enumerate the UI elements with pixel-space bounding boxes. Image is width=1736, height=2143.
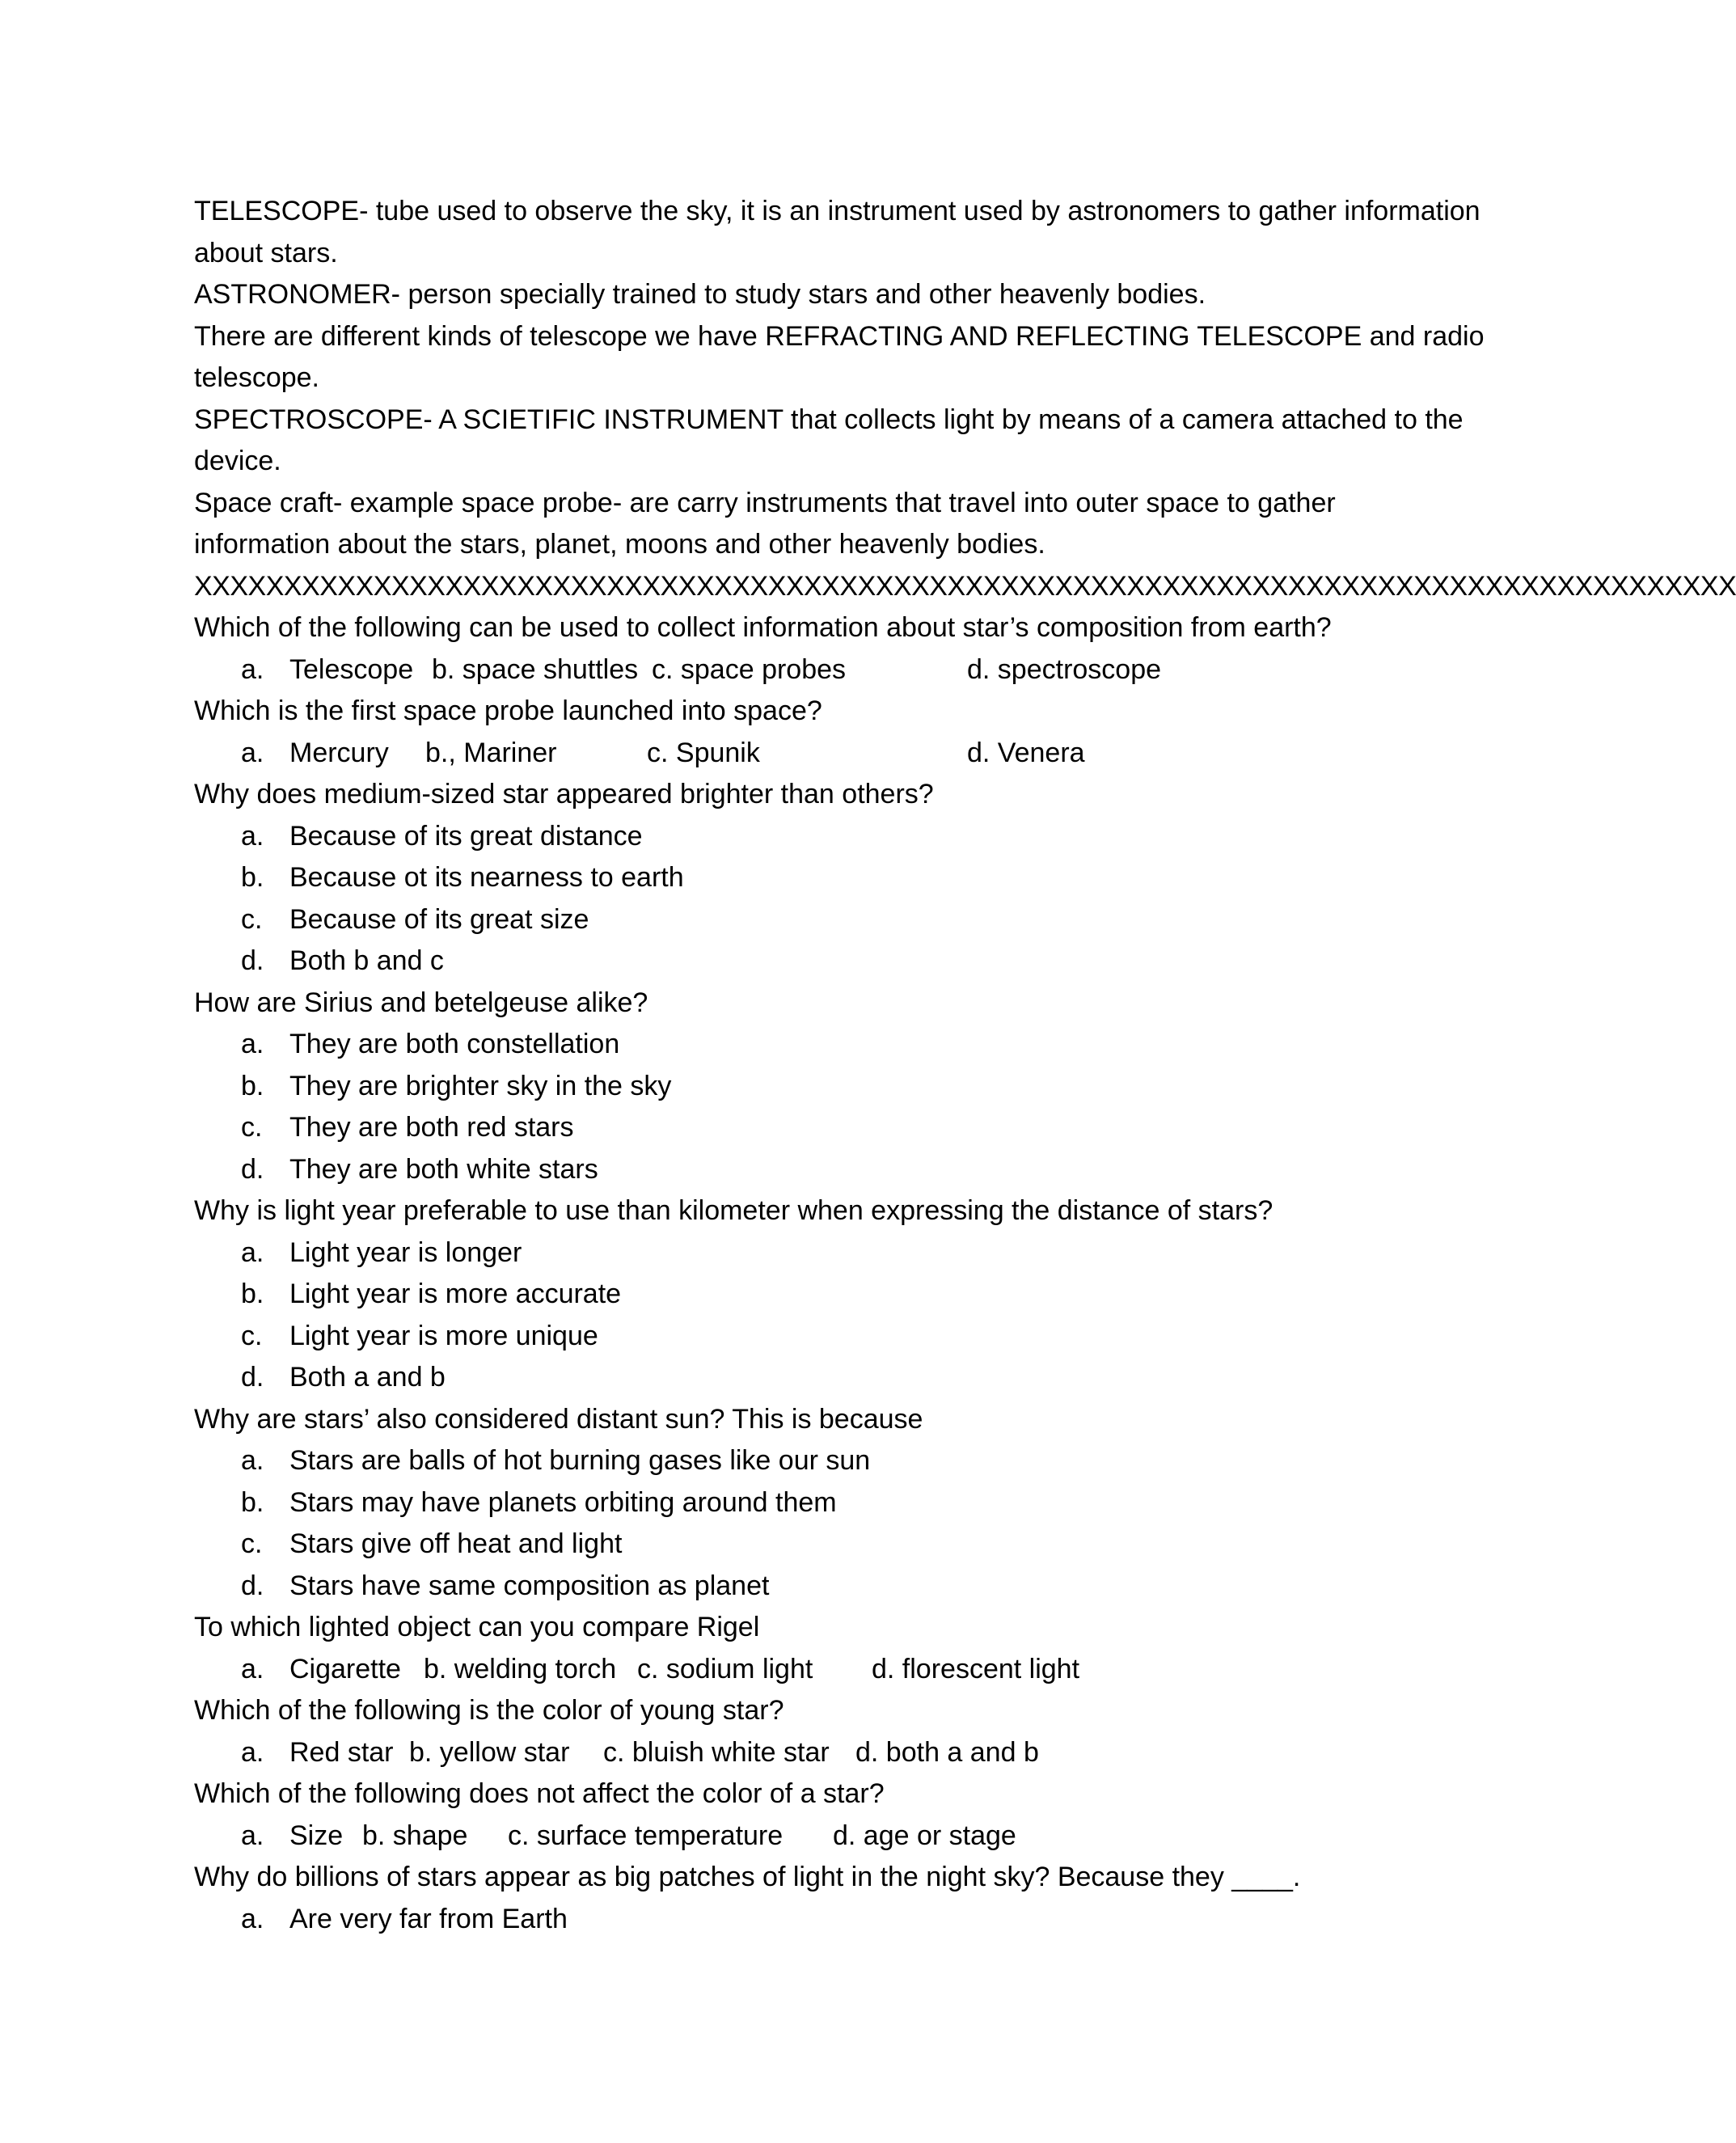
- option-a: Red star: [289, 1736, 394, 1768]
- question-4: How are Sirius and betelgeuse alike?: [194, 987, 648, 1018]
- option-a: Mercury: [289, 737, 389, 768]
- intro-line: ASTRONOMER- person specially trained to study stars and other heavenly bodies.: [194, 279, 1206, 310]
- option-letter: d.: [241, 945, 264, 976]
- question-7-options: [194, 1649, 1472, 1691]
- option-a: Telescope: [289, 653, 414, 685]
- option-c: c. surface temperature: [508, 1820, 784, 1851]
- option-letter: b.: [241, 1070, 264, 1101]
- question-9: Which of the following does not affect the color of a star?: [194, 1778, 885, 1809]
- option-letter: a.: [241, 737, 264, 768]
- option-letter: a.: [241, 653, 264, 685]
- option-letter: b.: [241, 862, 264, 893]
- intro-line: Space craft- example space probe- are carry instruments that travel into outer space to gather: [194, 487, 1336, 518]
- document-page: [194, 191, 1736, 1940]
- option-letter: c.: [241, 1528, 263, 1559]
- option-row: [194, 940, 1472, 983]
- question-9-options: [194, 1815, 1472, 1858]
- option-text: They are both red stars: [289, 1112, 574, 1143]
- question-10: Why do billions of stars appear as big patches of light in the night sky? Because they ____.: [194, 1862, 1301, 1892]
- option-c: c. bluish white star: [603, 1736, 830, 1768]
- option-row: [194, 1899, 1472, 1941]
- option-text: They are both constellation: [289, 1029, 620, 1059]
- option-text: Both a and b: [289, 1362, 446, 1393]
- option-text: Because of its great size: [289, 903, 589, 935]
- option-text: They are both white stars: [289, 1153, 598, 1185]
- option-letter: c.: [241, 1320, 263, 1351]
- option-letter: a.: [241, 1736, 264, 1768]
- option-letter: a.: [241, 1903, 264, 1934]
- option-text: Both b and c: [289, 945, 444, 976]
- question-7: To which lighted object can you compare Rigel: [194, 1612, 760, 1642]
- question-6: Why are stars’ also considered distant sun? This is because: [194, 1403, 923, 1435]
- intro-line: TELESCOPE- tube used to observe the sky, it is an instrument used by astronomers to gather information: [194, 196, 1480, 226]
- option-text: Stars have same composition as planet: [289, 1570, 770, 1601]
- option-row: [194, 899, 1472, 941]
- option-row: [194, 1440, 1472, 1482]
- option-text: Light year is more unique: [289, 1320, 598, 1351]
- question-5: Why is light year preferable to use than kilometer when expressing the distance of stars?: [194, 1195, 1273, 1226]
- question-3: Why does medium-sized star appeared brighter than others?: [194, 779, 934, 809]
- option-text: They are brighter sky in the sky: [289, 1070, 672, 1101]
- option-row: [194, 1316, 1472, 1358]
- option-d: d. spectroscope: [967, 653, 1162, 685]
- option-text: Stars give off heat and light: [289, 1528, 623, 1559]
- option-b: b., Mariner: [425, 737, 557, 768]
- option-letter: b.: [241, 1486, 264, 1518]
- option-row: [194, 1357, 1472, 1399]
- intro-line: about stars.: [194, 237, 338, 268]
- intro-line: device.: [194, 446, 281, 476]
- intro-line: There are different kinds of telescope we have REFRACTING AND REFLECTING TELESCOPE and radio: [194, 320, 1485, 352]
- option-row: [194, 1482, 1472, 1524]
- option-b: b. space shuttles: [432, 653, 639, 685]
- option-d: d. florescent light: [872, 1653, 1080, 1684]
- intro-line: telescope.: [194, 362, 319, 393]
- option-text: Are very far from Earth: [289, 1903, 568, 1934]
- option-letter: b.: [241, 1279, 264, 1309]
- option-text: Stars may have planets orbiting around them: [289, 1486, 837, 1518]
- option-letter: d.: [241, 1153, 264, 1185]
- option-b: b. shape: [362, 1820, 468, 1851]
- option-c: c. space probes: [652, 653, 847, 685]
- option-a: Cigarette: [289, 1653, 401, 1684]
- option-text: Because ot its nearness to earth: [289, 862, 684, 893]
- option-row: [194, 816, 1472, 858]
- separator-line: XXXXXXXXXXXXXXXXXXXXXXXXXXXXXXXXXXXXXXXXXXXXXXXXXXXXXXXXXXXXXXXXXXXXXXXXXXXXXXXXXXXXXX: [194, 570, 1736, 602]
- option-letter: c.: [241, 903, 263, 935]
- option-b: b. yellow star: [409, 1736, 570, 1768]
- option-row: [194, 1566, 1472, 1608]
- option-row: [194, 1274, 1472, 1316]
- option-letter: d.: [241, 1362, 264, 1393]
- option-row: [194, 1066, 1472, 1108]
- option-text: Stars are balls of hot burning gases like our sun: [289, 1445, 871, 1476]
- option-letter: d.: [241, 1570, 264, 1601]
- option-text: Because of its great distance: [289, 820, 643, 852]
- question-2: Which is the first space probe launched into space?: [194, 695, 822, 726]
- question-8-options: [194, 1732, 1472, 1774]
- option-row: [194, 1024, 1472, 1066]
- option-row: [194, 1232, 1472, 1274]
- option-letter: a.: [241, 1445, 264, 1476]
- question-1: Which of the following can be used to collect information about star’s composition from earth?: [194, 612, 1332, 643]
- option-row: [194, 1524, 1472, 1566]
- option-letter: a.: [241, 1820, 264, 1851]
- question-2-options: [194, 733, 1472, 775]
- option-row: [194, 857, 1472, 899]
- intro-line: information about the stars, planet, moons and other heavenly bodies.: [194, 529, 1045, 560]
- option-letter: a.: [241, 820, 264, 852]
- option-letter: a.: [241, 1236, 264, 1268]
- option-a: Size: [289, 1820, 344, 1851]
- question-1-options: [194, 649, 1472, 691]
- option-d: d. age or stage: [833, 1820, 1016, 1851]
- option-letter: a.: [241, 1029, 264, 1059]
- option-d: d. both a and b: [855, 1736, 1039, 1768]
- option-c: c. sodium light: [637, 1653, 813, 1684]
- option-d: d. Venera: [967, 737, 1085, 768]
- question-8: Which of the following is the color of young star?: [194, 1695, 784, 1726]
- option-row: [194, 1149, 1472, 1191]
- option-text: Light year is more accurate: [289, 1279, 622, 1309]
- intro-line: SPECTROSCOPE- A SCIETIFIC INSTRUMENT that collects light by means of a camera attached to the: [194, 404, 1464, 435]
- option-row: [194, 1107, 1472, 1149]
- option-letter: a.: [241, 1653, 264, 1684]
- option-letter: c.: [241, 1112, 263, 1143]
- option-b: b. welding torch: [424, 1653, 617, 1684]
- option-c: c. Spunik: [647, 737, 760, 768]
- option-text: Light year is longer: [289, 1236, 522, 1268]
